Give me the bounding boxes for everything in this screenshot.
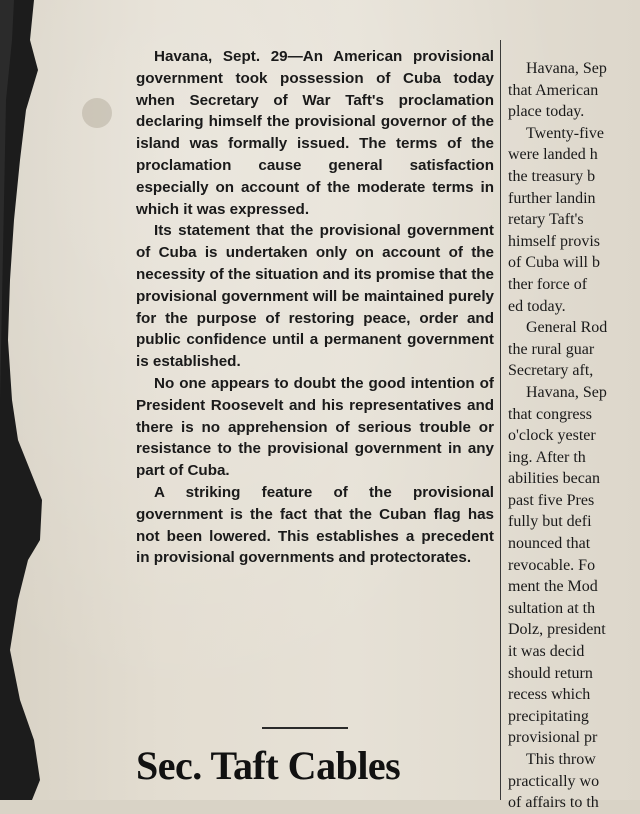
right-column (508, 58, 640, 814)
right-column-line: retary Taft's (508, 211, 584, 229)
right-column-line: provisional pr (508, 729, 598, 747)
article-paragraph-3: No one appears to doubt the good intention of President Roosevelt and his representatives and there is no apprehension of serious trouble or resistance to the provisional government in any part of Cuba. (136, 374, 494, 480)
right-column-line: himself provis (508, 232, 600, 250)
right-column-line: fully but defi (508, 513, 592, 531)
right-column-line: revocable. Fo (508, 556, 596, 574)
right-column-line: This throw (526, 751, 596, 768)
right-column-line: practically wo (508, 772, 600, 790)
right-column-line: the rural guar (508, 340, 595, 358)
right-column-line: Havana, Sep (526, 60, 607, 77)
article-paragraph-1: Havana, Sept. 29—An American provisional government took possession of Cuba today when Secretary of War Taft's proclamation declaring himself the provisional governor of the island was formally issued. The terms of the proclamation cause general satisfaction especially on account of the moderate terms in which it was expressed. (136, 48, 494, 218)
right-column-line: were landed h (508, 146, 598, 164)
right-column-line: of Cuba will b (508, 254, 600, 272)
right-column-line: precipitating (508, 707, 589, 725)
right-column-line: past five Pres (508, 491, 595, 509)
right-column-line: ing. After th (508, 448, 586, 466)
right-column-line: General Rod (526, 319, 608, 337)
article-paragraph-4: A striking feature of the provisional government is the fact that the Cuban flag has not been lowered. This establishes a precedent in provisional governments and protectorates. (136, 483, 494, 567)
right-column-line: the treasury b (508, 167, 596, 185)
right-column-line: nounced that (508, 535, 591, 553)
paper-stain (82, 98, 112, 128)
right-column-line: recess which (508, 686, 591, 704)
torn-page-edge (0, 0, 60, 800)
headline: Sec. Taft Cables (136, 743, 401, 788)
right-column-line: Secretary aft, (508, 362, 594, 380)
right-column-line: o'clock yester (508, 427, 596, 445)
right-column-line: abilities becan (508, 470, 600, 488)
right-column-line: sultation at th (508, 599, 596, 617)
right-column-line: place today. (508, 103, 585, 121)
right-column-line: Twenty-five (526, 124, 604, 142)
right-column-line: Havana, Sep (526, 383, 607, 401)
right-column-line: it was decid (508, 643, 585, 661)
article-paragraph-2: Its statement that the provisional government of Cuba is undertaken only on account of the necessity of the situation and its promise that the provisional government will be maintained purely for the purpose of restoring peace, order and public confidence until a permanent government is established. (136, 222, 494, 371)
right-column-line: that American (508, 81, 599, 99)
right-column-line: should return (508, 664, 593, 682)
right-column-line: ment the Mod (508, 578, 598, 596)
right-column-line: ther force of (508, 275, 588, 293)
right-column-line: that congress (508, 405, 592, 423)
right-column-line: Dolz, president (508, 621, 606, 639)
right-column-line: further landin (508, 189, 596, 207)
right-column-line: ed today. (508, 297, 566, 315)
column-rule (500, 40, 501, 800)
right-column-line: of affairs to th (508, 794, 599, 812)
section-divider (262, 727, 348, 729)
article-column (136, 46, 494, 569)
